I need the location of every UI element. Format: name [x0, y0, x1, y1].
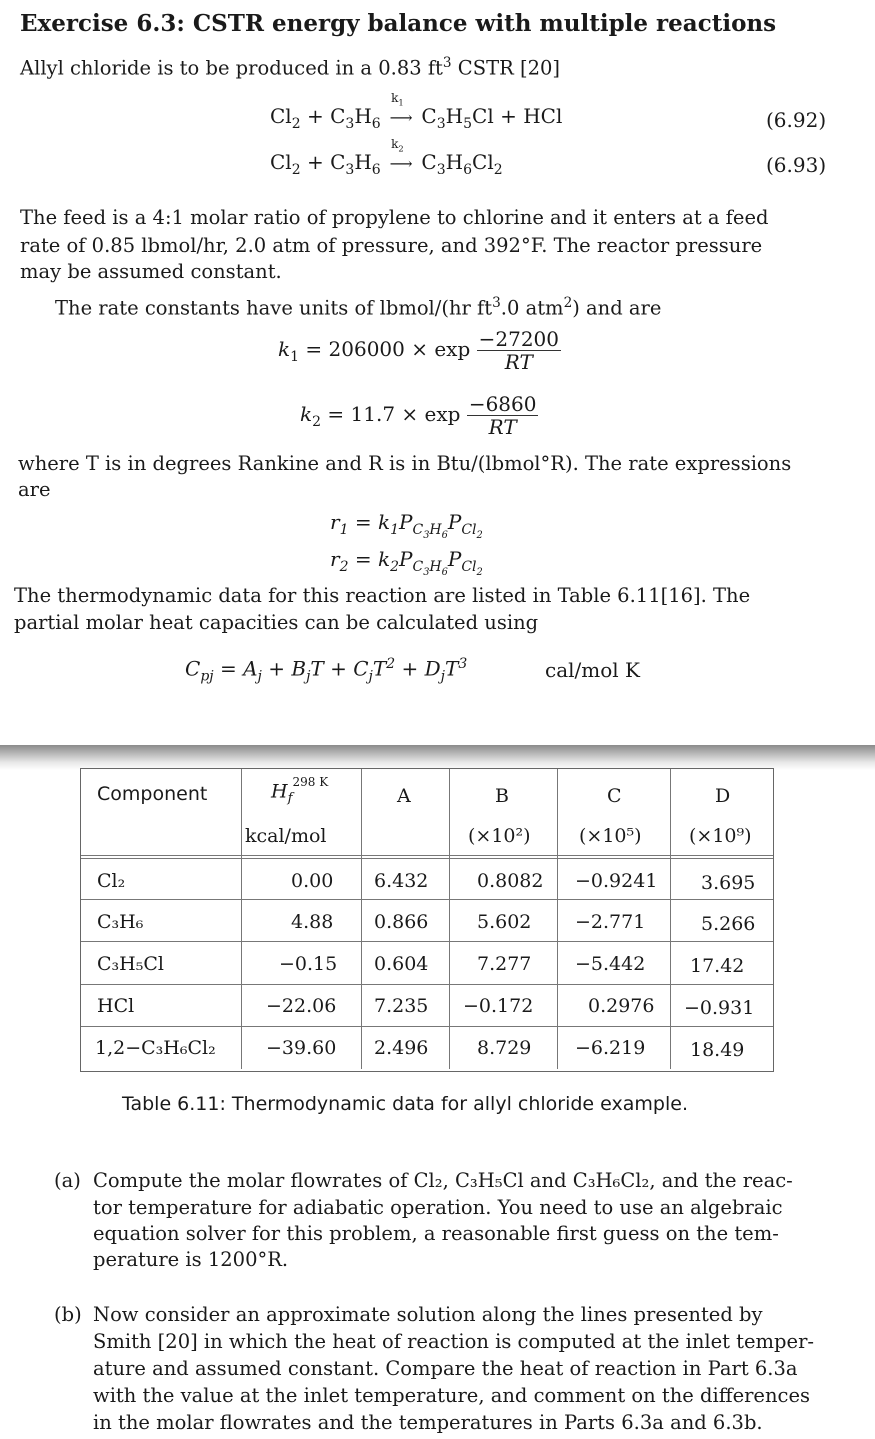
rate-expression-1: $r_1 = k_1P_{C_3H_6}P_{Cl_2}$	[330, 510, 483, 541]
page-divider-shadow	[0, 745, 875, 770]
part-a-label: (a)	[54, 1169, 81, 1192]
paragraph-line: are	[18, 478, 51, 501]
reaction-equation-2: $Cl_2 + C_3H_6$ $k_2$ ⟶ $C_3H_6Cl_2$	[270, 137, 503, 178]
table-cell-component: HCl	[97, 995, 135, 1017]
equation-number-2: (6.93)	[766, 153, 827, 177]
table-header-component: Component	[97, 783, 208, 805]
table-cell-component: Cl₂	[97, 870, 126, 892]
table-header-d: D	[715, 785, 731, 807]
rate-constant-label: $k_1$	[391, 91, 404, 108]
table-cell-c: −0.9241	[575, 870, 658, 892]
table-cell-b: −0.172	[463, 995, 534, 1017]
table-cell-d: 3.695	[701, 872, 756, 894]
table-cell-d: −0.931	[684, 997, 755, 1019]
table-row-divider	[81, 941, 773, 942]
paragraph-line: The thermodynamic data for this reaction are listed in Table 6.11[16]. The	[14, 584, 751, 607]
paragraph-line: rate of 0.85 lbmol/hr, 2.0 atm of pressure, and 392°F. The reactor pressure	[20, 234, 763, 257]
table-column-divider	[557, 769, 558, 1069]
part-b-line: Now consider an approximate solution along the lines presented by	[93, 1303, 763, 1326]
table-cell-component: C₃H₆	[97, 911, 144, 933]
table-cell-b: 7.277	[477, 953, 532, 975]
table-header-c-scale: (×10⁵)	[579, 825, 642, 847]
paragraph-line: The feed is a 4:1 molar ratio of propylene to chlorine and it enters at a feed	[20, 206, 769, 229]
paragraph-line: may be assumed constant.	[20, 260, 282, 283]
table-row-divider	[81, 984, 773, 985]
rate-units-line: The rate constants have units of lbmol/(hr $ft^3.0$ atm$^2$) and are	[55, 295, 662, 320]
rate-constant-label: $k_2$	[391, 137, 404, 154]
part-a-line: equation solver for this problem, a reasonable first guess on the tem-	[93, 1222, 779, 1245]
table-row-divider	[81, 1026, 773, 1027]
table-caption: Table 6.11: Thermodynamic data for allyl chloride example.	[122, 1093, 688, 1115]
heat-capacity-equation: $C_{pj} = A_j + B_jT + C_jT^2 + D_jT^3$	[185, 656, 468, 685]
part-b-line: in the molar flowrates and the temperatures in Parts 6.3a and 6.3b.	[93, 1411, 763, 1434]
table-header-a: A	[397, 785, 411, 807]
table-header-b: B	[495, 785, 509, 807]
intro-line: Allyl chloride is to be produced in a 0.83 $ft^3$ CSTR [20]	[20, 55, 560, 80]
table-header-hf: $H_f^{298 K}$	[271, 775, 329, 807]
table-column-divider	[361, 769, 362, 1069]
table-cell-hf: 4.88	[291, 911, 334, 933]
table-header-b-scale: (×10²)	[468, 825, 531, 847]
table-row-divider	[81, 855, 773, 856]
part-b-line: with the value at the inlet temperature, and comment on the differences	[93, 1384, 810, 1407]
paragraph-line: partial molar heat capacities can be calculated using	[14, 611, 539, 634]
table-column-divider	[670, 769, 671, 1069]
part-a-line: perature is 1200°R.	[93, 1248, 289, 1271]
table-cell-b: 0.8082	[477, 870, 544, 892]
table-row-divider	[81, 858, 773, 859]
part-b-line: ature and assumed constant. Compare the heat of reaction in Part 6.3a	[93, 1357, 798, 1380]
table-cell-hf: −39.60	[266, 1037, 337, 1059]
table-cell-hf: −22.06	[266, 995, 337, 1017]
table-cell-d: 17.42	[690, 955, 745, 977]
table-column-divider	[449, 769, 450, 1069]
table-cell-d: 5.266	[701, 913, 756, 935]
table-cell-c: −5.442	[575, 953, 646, 975]
table-cell-a: 7.235	[374, 995, 429, 1017]
table-cell-a: 2.496	[374, 1037, 429, 1059]
table-header-hf-unit: kcal/mol	[245, 825, 327, 847]
table-cell-b: 5.602	[477, 911, 532, 933]
table-cell-a: 6.432	[374, 870, 429, 892]
table-header-c: C	[607, 785, 622, 807]
part-b-label: (b)	[54, 1303, 82, 1326]
table-cell-a: 0.604	[374, 953, 429, 975]
exercise-title: Exercise 6.3: CSTR energy balance with multiple reactions	[20, 10, 777, 37]
table-header-d-scale: (×10⁹)	[689, 825, 752, 847]
equation-number-1: (6.92)	[766, 108, 827, 132]
table-cell-c: −2.771	[575, 911, 646, 933]
table-cell-hf: 0.00	[291, 870, 334, 892]
part-b-line: Smith [20] in which the heat of reaction is computed at the inlet temper-	[93, 1330, 814, 1353]
table-cell-component: 1,2−C₃H₆Cl₂	[95, 1037, 216, 1059]
table-cell-c: −6.219	[575, 1037, 646, 1059]
table-cell-a: 0.866	[374, 911, 429, 933]
thermo-data-table	[80, 768, 774, 1072]
table-row-divider	[81, 899, 773, 900]
rate-constant-k2: $k_2 = 11.7 \times \exp$ $\frac{-6860}{RT}$	[300, 392, 537, 439]
part-a-line: Compute the molar flowrates of Cl₂, C₃H₅Cl and C₃H₆Cl₂, and the reac-	[93, 1169, 793, 1192]
rate-expression-2: $r_2 = k_2P_{C_3H_6}P_{Cl_2}$	[330, 547, 483, 578]
part-a-line: tor temperature for adiabatic operation. You need to use an algebraic	[93, 1196, 783, 1219]
heat-capacity-units: cal/mol K	[545, 658, 640, 682]
rate-constant-k1: $k_1 = 206000 \times \exp$ $\frac{-27200}{RT}$	[278, 327, 560, 374]
table-cell-d: 18.49	[690, 1039, 745, 1061]
table-column-divider	[241, 769, 242, 1069]
paragraph-line: where T is in degrees Rankine and R is in Btu/(lbmol°R). The rate expressions	[18, 452, 792, 475]
table-cell-component: C₃H₅Cl	[97, 953, 164, 975]
reaction-equation-1: $Cl_2 + C_3H_6$ $k_1$ ⟶ $C_3H_5Cl$ + HCl	[270, 91, 563, 132]
table-cell-hf: −0.15	[279, 953, 338, 975]
table-cell-b: 8.729	[477, 1037, 532, 1059]
table-cell-c: 0.2976	[588, 995, 655, 1017]
